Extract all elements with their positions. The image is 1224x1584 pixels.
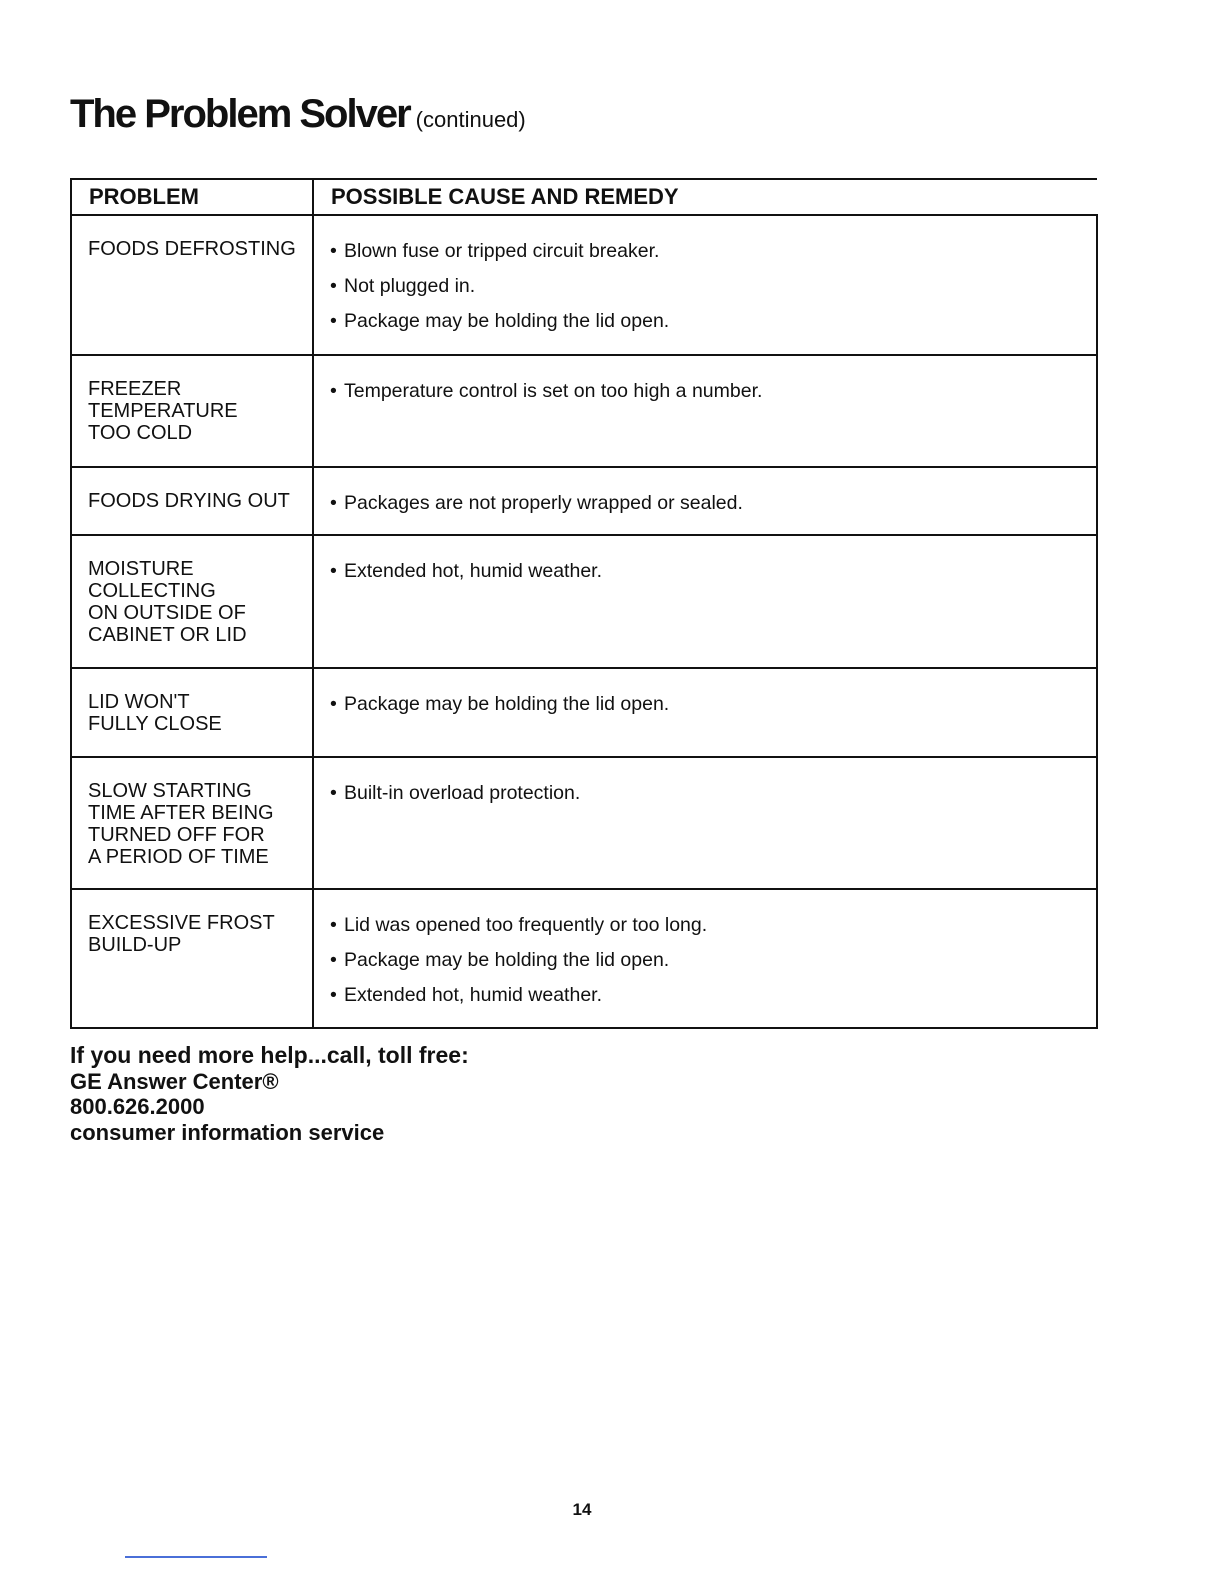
- remedy-list: [330, 380, 1088, 402]
- remedy-text: Package may be holding the lid open.: [344, 693, 670, 715]
- remedy-cell: [313, 215, 1097, 355]
- page-title: [70, 92, 526, 137]
- problem-line: FULLY CLOSE: [88, 713, 222, 735]
- problem-cell: [71, 889, 313, 1028]
- problem-line: FOODS DRYING OUT: [88, 490, 290, 512]
- remedy-item: [330, 560, 1088, 582]
- remedy-cell: [313, 757, 1097, 889]
- remedy-text: Packages are not properly wrapped or sealed.: [344, 492, 743, 514]
- bullet-icon: •: [330, 914, 337, 936]
- problem-line: TURNED OFF FOR: [88, 824, 265, 846]
- bullet-icon: •: [330, 949, 337, 971]
- table-row: [71, 889, 1097, 1028]
- service-label: consumer information service: [70, 1119, 385, 1145]
- problem-line: FOODS DEFROSTING: [88, 238, 296, 260]
- remedy-list: [330, 492, 1088, 514]
- problem-cell: [71, 535, 313, 668]
- answer-center-name: GE Answer Center®: [70, 1068, 279, 1094]
- remedy-item: [330, 240, 1088, 262]
- remedy-list: [330, 693, 1088, 715]
- table-row: [71, 467, 1097, 535]
- remedy-list: [330, 914, 1088, 1006]
- help-section: [70, 1043, 469, 1145]
- bullet-icon: •: [330, 380, 337, 402]
- problem-line: TIME AFTER BEING: [88, 802, 274, 824]
- problem-cell: [71, 668, 313, 757]
- remedy-column-header: POSSIBLE CAUSE AND REMEDY: [313, 179, 1097, 215]
- page-number: 14: [572, 1500, 592, 1519]
- remedy-item: [330, 492, 1088, 514]
- phone-number: 800.626.2000: [70, 1094, 205, 1119]
- remedy-item: [330, 782, 1088, 804]
- remedy-cell: [313, 668, 1097, 757]
- remedy-list: [330, 560, 1088, 582]
- table-row: [71, 535, 1097, 668]
- remedy-cell: [313, 535, 1097, 668]
- problem-line: FREEZER: [88, 378, 182, 400]
- problem-line: SLOW STARTING: [88, 780, 252, 802]
- remedy-text: Package may be holding the lid open.: [344, 949, 670, 971]
- remedy-text: Lid was opened too frequently or too long.: [344, 914, 708, 936]
- remedy-cell: [313, 467, 1097, 535]
- remedy-list: [330, 782, 1088, 804]
- bullet-icon: •: [330, 693, 337, 715]
- remedy-text: Built-in overload protection.: [344, 782, 581, 804]
- remedy-cell: [313, 355, 1097, 467]
- problem-cell: [71, 757, 313, 889]
- bullet-icon: •: [330, 560, 337, 582]
- problem-cell: [71, 215, 313, 355]
- problem-cell: [71, 355, 313, 467]
- problem-line: MOISTURE: [88, 558, 194, 580]
- remedy-item: [330, 310, 1088, 332]
- problem-line: A PERIOD OF TIME: [88, 846, 269, 868]
- remedy-item: [330, 380, 1088, 402]
- remedy-text: Extended hot, humid weather.: [344, 984, 603, 1006]
- remedy-text: Temperature control is set on too high a number.: [344, 380, 763, 402]
- remedy-text: Blown fuse or tripped circuit breaker.: [344, 240, 660, 262]
- table-body: [71, 215, 1097, 1028]
- remedy-item: [330, 984, 1088, 1006]
- problem-line: LID WON'T: [88, 691, 190, 713]
- table-row: [71, 757, 1097, 889]
- bullet-icon: •: [330, 782, 337, 804]
- bullet-icon: •: [330, 492, 337, 514]
- problem-column-header: PROBLEM: [71, 179, 313, 215]
- bullet-icon: •: [330, 275, 337, 297]
- remedy-cell: [313, 889, 1097, 1028]
- problem-line: ON OUTSIDE OF: [88, 602, 246, 624]
- title-subtitle: (continued): [415, 107, 526, 132]
- problem-line: BUILD-UP: [88, 934, 182, 956]
- problem-line: CABINET OR LID: [88, 624, 247, 646]
- problem-line: EXCESSIVE FROST: [88, 912, 275, 934]
- bullet-icon: •: [330, 240, 337, 262]
- bullet-icon: •: [330, 984, 337, 1006]
- problem-cell: [71, 467, 313, 535]
- title-main: The Problem Solver: [70, 92, 410, 136]
- problem-line: TOO COLD: [88, 422, 193, 444]
- bullet-icon: •: [330, 310, 337, 332]
- remedy-text: Extended hot, humid weather.: [344, 560, 603, 582]
- problem-solver-table: [70, 178, 1098, 1029]
- problem-line: COLLECTING: [88, 580, 216, 602]
- remedy-item: [330, 275, 1088, 297]
- table-row: [71, 355, 1097, 467]
- footer-rule: [125, 1556, 267, 1558]
- table-row: [71, 668, 1097, 757]
- table-row: [71, 215, 1097, 355]
- remedy-list: [330, 240, 1088, 332]
- remedy-item: [330, 693, 1088, 715]
- help-heading: If you need more help...call, toll free:: [70, 1042, 469, 1068]
- remedy-text: Package may be holding the lid open.: [344, 310, 670, 332]
- problem-line: TEMPERATURE: [88, 400, 238, 422]
- remedy-text: Not plugged in.: [344, 275, 476, 297]
- table-header-row: [71, 179, 1097, 215]
- remedy-item: [330, 949, 1088, 971]
- remedy-item: [330, 914, 1088, 936]
